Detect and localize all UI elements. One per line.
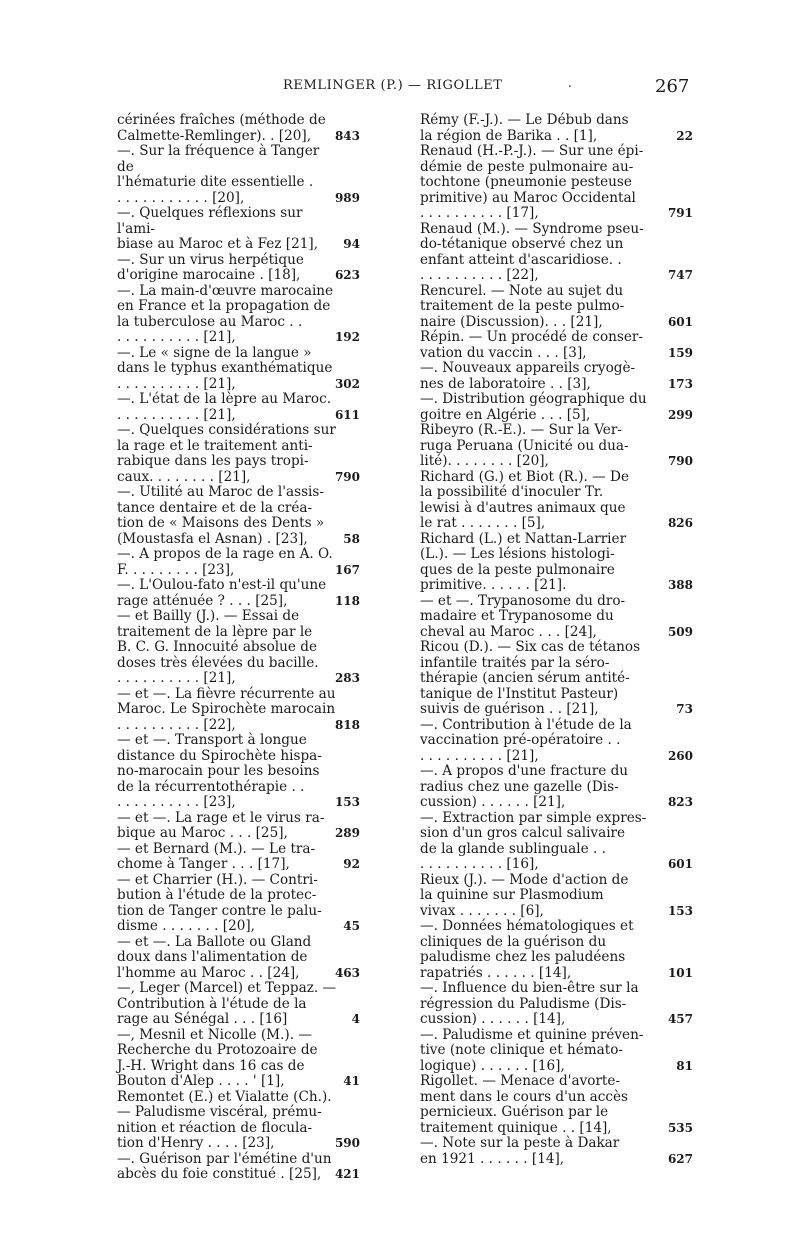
entry-text: — et —. La Ballote ou Gland doux dans l'alimentation de l'homme au Maroc . . [24],	[117, 933, 312, 981]
index-entry	[117, 1152, 360, 1183]
index-entry	[420, 113, 693, 144]
entry-page-number: 153	[667, 903, 693, 918]
entry-text: —. L'Oulou-fato n'est-il qu'une rage atténuée ? . . . [25],	[117, 577, 327, 609]
entry-text: —. Sur la fréquence à Tanger de l'hématurie dite essentielle . . . . . . . . . . . . [20],	[117, 143, 320, 206]
entry-text: Renaud (M.). — Syndrome pseu- do-tétanique observé chez un enfant atteint d'ascaridiose. . . . . . . . . . . . [22],	[420, 220, 644, 283]
entry-text: —. Données hématologiques et cliniques de la guérison du paludisme chez les paludéens rapatriés . . . . . . [14],	[420, 918, 634, 981]
index-entry	[420, 532, 693, 594]
entry-page-number: 818	[334, 717, 360, 732]
index-entry	[420, 361, 693, 392]
entry-text: —. Influence du bien-être sur la régression du Paludisme (Dis- cussion) . . . . . . [14],	[420, 980, 639, 1027]
entry-page-number: 601	[667, 857, 693, 871]
index-entry	[117, 609, 360, 687]
header-dot: .	[568, 76, 572, 90]
entry-text: — et —. La fièvre récurrente au Maroc. Le Spirochète marocain . . . . . . . . . . [22],	[117, 685, 336, 733]
entry-text: Remontet (E.) et Vialatte (Ch.). — Paludisme viscéral, prému- nition et réaction de flocula- tion d'Henry . . . . [23],	[117, 1088, 332, 1151]
entry-page-number: 790	[334, 469, 360, 484]
index-entry	[420, 873, 693, 920]
entry-text: —. A propos d'une fracture du radius chez une gazelle (Dis- cussion) . . . . . . [21],	[420, 763, 629, 810]
index-entry	[117, 284, 360, 346]
entry-page-number: 509	[667, 624, 693, 639]
entry-text: Richard (G.) et Biot (R.). — De la possibilité d'inoculer Tr. lewisi à d'autres animaux que le rat . . . . . . . [5],	[420, 468, 629, 531]
index-entry	[420, 981, 693, 1028]
entry-text: — et Charrier (H.). — Contri- bution à l'étude de la protec- tion de Tanger contre le palu- disme . . . . . . . [20],	[117, 871, 322, 934]
index-entry	[117, 485, 360, 547]
index-entry	[420, 811, 693, 873]
index-entry	[117, 1028, 360, 1090]
index-entry	[117, 733, 360, 811]
entry-page-number: 58	[343, 531, 360, 546]
index-entry	[420, 392, 693, 423]
index-entry	[117, 981, 360, 1028]
entry-page-number: 81	[676, 1058, 693, 1073]
entry-page-number: 535	[667, 1120, 693, 1135]
index-entry	[117, 113, 360, 144]
entry-page-number: 22	[676, 128, 693, 143]
entry-page-number: 283	[334, 671, 360, 685]
entry-page-number: 463	[334, 965, 360, 980]
entry-page-number: 747	[667, 268, 693, 282]
entry-page-number: 790	[667, 454, 693, 468]
index-entry	[420, 718, 693, 765]
index-entry	[420, 1028, 693, 1075]
index-entry	[117, 423, 360, 485]
index-entry	[420, 1136, 693, 1167]
entry-text: Répin. — Un procédé de conser- vation du vaccin . . . [3],	[420, 329, 644, 361]
index-entry	[420, 470, 693, 532]
entry-page-number: 41	[343, 1074, 360, 1088]
entry-page-number: 94	[343, 237, 360, 251]
index-entry	[420, 144, 693, 222]
entry-page-number: 388	[667, 578, 693, 592]
entry-text: —. Nouveaux appareils cryogè- nes de laboratoire . . [3],	[420, 360, 636, 392]
index-entry	[117, 1090, 360, 1152]
entry-text: —. Guérison par l'émétine d'un abcès du foie constitué . [25],	[117, 1150, 332, 1182]
left-column	[117, 113, 360, 1183]
entry-page-number: 826	[667, 516, 693, 530]
entry-page-number: 590	[334, 1136, 360, 1150]
index-entry	[117, 935, 360, 982]
index-entry	[117, 206, 360, 253]
index-entry	[420, 284, 693, 331]
entry-text: —, Leger (Marcel) et Teppaz. — Contribution à l'étude de la rage au Sénégal . . . [16]	[117, 980, 337, 1027]
entry-page-number: 73	[676, 702, 693, 716]
entry-text: —. Contribution à l'étude de la vaccination pré-opératoire . . . . . . . . . . . . [21],	[420, 716, 632, 764]
index-entry	[420, 640, 693, 718]
entry-text: — et —. La rage et le virus ra- bique au Maroc . . . [25],	[117, 809, 325, 841]
entry-page-number: 791	[667, 206, 693, 220]
index-entry	[117, 547, 360, 578]
index-entry	[117, 392, 360, 423]
entry-page-number: 623	[334, 268, 360, 282]
entry-page-number: 601	[667, 314, 693, 329]
running-header	[0, 78, 800, 102]
entry-page-number: 4	[351, 1012, 360, 1026]
index-entry	[420, 222, 693, 284]
entry-text: — et —. Trypanosome du dro- madaire et Trypanosome du cheval au Maroc . . . [24],	[420, 592, 626, 640]
entry-text: —. L'état de la lèpre au Maroc. . . . . . . . . . . [21],	[117, 391, 332, 423]
entry-text: —. Utilité au Maroc de l'assis- tance dentaire et de la créa- tion de « Maisons des Dents » (Moustasfa el Asnan) . [23],	[117, 484, 325, 547]
entry-page-number: 299	[667, 407, 693, 422]
index-entry	[420, 919, 693, 981]
entry-text: —. Quelques considérations sur la rage et le traitement anti- rabique dans les pays tropi- caux. . . . . . . . [21],	[117, 422, 336, 485]
entry-page-number: 289	[334, 826, 360, 840]
entry-page-number: 101	[667, 965, 693, 980]
entry-page-number: 260	[667, 748, 693, 763]
index-entry	[117, 253, 360, 284]
entry-text: — et Bailly (J.). — Essai de traitement de la lèpre par le B. C. G. Innocuité absolue de doses très élevées du bacille. . . . . . . . . . . [21],	[117, 608, 319, 686]
entry-text: — et Bernard (M.). — Le tra- chome à Tanger . . . [17],	[117, 840, 316, 872]
right-column	[420, 113, 693, 1167]
entry-text: —. Le « signe de la langue » dans le typhus exanthématique . . . . . . . . . . [21],	[117, 344, 333, 392]
entry-text: —. A propos de la rage en A. O. F. . . . . . . . . [23],	[117, 546, 333, 578]
entry-text: Rieux (J.). — Mode d'action de la quinine sur Plasmodium vivax . . . . . . . [6],	[420, 871, 629, 919]
entry-text: —. Paludisme et quinine préven- tive (note clinique et hémato- logique) . . . . . . [16],	[420, 1026, 644, 1074]
entry-page-number: 167	[334, 562, 360, 577]
index-entry	[117, 578, 360, 609]
entry-text: — et —. Transport à longue distance du Spirochète hispa- no-marocain pour les besoins de la récurrentothérapie . . . . . . . . . . . . [23],	[117, 732, 322, 810]
entry-text: Ricou (D.). — Six cas de tétanos infantile traités par la séro- thérapie (ancien sérum antité- tanique de l'Institut Pasteur) suivis de guérison . . [21],	[420, 639, 641, 717]
entry-page-number: 611	[334, 407, 360, 422]
entry-text: —. Quelques réflexions sur l'ami- biase au Maroc et à Fez [21],	[117, 205, 319, 252]
index-entry	[420, 423, 693, 470]
entry-page-number: 989	[334, 190, 360, 205]
entry-page-number: 159	[667, 345, 693, 360]
entry-page-number: 92	[343, 857, 360, 871]
index-entry	[117, 687, 360, 734]
entry-page-number: 823	[667, 795, 693, 809]
running-title: REMLINGER (P.) — RIGOLLET	[283, 78, 503, 93]
entry-text: Rencurel. — Note au sujet du traitement de la peste pulmo- naire (Discussion). . . [21],	[420, 282, 625, 330]
entry-text: Ribeyro (R.-E.). — Sur la Ver- ruga Peruana (Unicité ou dua- lité). . . . . . . . [20],	[420, 422, 629, 469]
index-entry	[420, 1074, 693, 1136]
entry-text: —. Note sur la peste à Dakar en 1921 . . . . . . [14],	[420, 1135, 620, 1167]
entry-text: —. Distribution géographique du goitre en Algérie . . . [5],	[420, 391, 647, 423]
entry-page-number: 173	[667, 376, 693, 391]
entry-text: —. Extraction par simple expres- sion d'un gros calcul salivaire de la glande sublinguale . . . . . . . . . . . . [16],	[420, 809, 647, 872]
entry-text: Rémy (F.-J.). — Le Débub dans la région de Barika . . [1],	[420, 112, 629, 144]
entry-page-number: 457	[667, 1012, 693, 1026]
index-entry	[117, 346, 360, 393]
index-entry	[420, 764, 693, 811]
entry-text: —. La main-d'œuvre marocaine en France et la propagation de la tuberculose au Maroc . . . . . . . . . . . . [21],	[117, 282, 334, 345]
entry-text: Richard (L.) et Nattan-Larrier (L.). — Les lésions histologi- ques de la peste pulmonaire primitive. . . . . . [21].	[420, 530, 627, 593]
index-entry	[117, 873, 360, 935]
index-entry	[117, 842, 360, 873]
entry-page-number: 45	[343, 919, 360, 933]
entry-text: Rigollet. — Menace d'avorte- ment dans le cours d'un accès pernicieux. Guérison par le traitement quinique . . [14],	[420, 1073, 629, 1136]
entry-text: —, Mesnil et Nicolle (M.). — Recherche du Protozoaire de J.-H. Wright dans 16 cas de Bouton d'Alep . . . . ' [1],	[117, 1026, 318, 1089]
entry-page-number: 192	[334, 330, 360, 344]
entry-page-number: 627	[667, 1151, 693, 1166]
index-entry	[117, 144, 360, 206]
index-entry	[420, 330, 693, 361]
entry-page-number: 421	[334, 1167, 360, 1181]
entry-text: —. Sur un virus herpétique d'origine marocaine . [18],	[117, 251, 304, 283]
entry-page-number: 118	[334, 593, 360, 608]
entry-page-number: 153	[334, 795, 360, 809]
index-entry	[117, 811, 360, 842]
page-number: 267	[655, 76, 690, 97]
index-entry	[420, 594, 693, 641]
entry-text: Renaud (H.-P.-J.). — Sur une épi- démie de peste pulmonaire au- tochtone (pneumonie pesteuse primitive) au Maroc Occidental . . . . . . . . . . [17],	[420, 143, 644, 221]
entry-page-number: 843	[334, 128, 360, 143]
entry-text: cérinées fraîches (méthode de Calmette-Remlinger). . [20],	[117, 112, 326, 144]
entry-page-number: 302	[334, 376, 360, 391]
